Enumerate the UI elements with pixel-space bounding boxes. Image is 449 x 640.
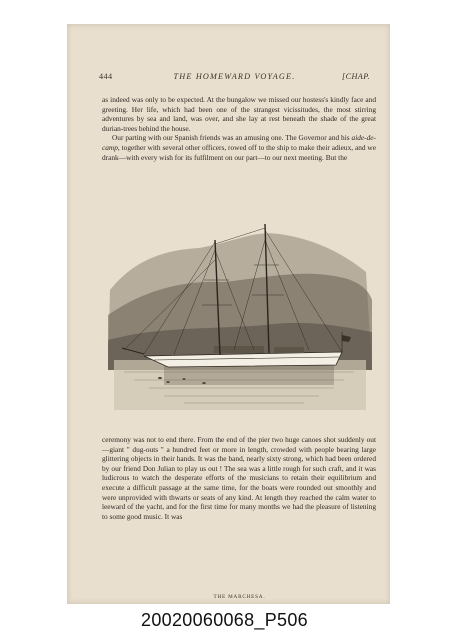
- paragraph-2-text-a: Our parting with our Spanish friends was an amusing one. The Governor and his: [112, 133, 352, 143]
- top-text-block: [102, 95, 376, 162]
- figure-caption: THE MARCHESA.: [213, 594, 266, 600]
- running-header: [99, 72, 370, 84]
- chapter-marker: [CHAP.: [342, 72, 370, 81]
- page-number: 444: [99, 72, 113, 81]
- paragraph-2-text-b: , together with several other officers, rowed off to the ship to make their adieux, and we drank—with every wish for its fulfilment on our part—to our next meeting. But the: [102, 142, 376, 162]
- archive-id-label: 20020060068_P506: [141, 610, 308, 630]
- paragraph-1: as indeed was only to be expected. At the bungalow we missed our hostess's kindly face and greeting. Her life, which had been one of the strangest vicissitudes, the most stirring adventures by sea and land, was over, and she lay at rest beneath the shade of the great durian-trees behind the house.: [102, 95, 376, 133]
- marchesa-engraving: [104, 220, 375, 420]
- paragraph-2: [102, 133, 376, 162]
- aide-de-camp-italic: aide-de-camp: [102, 133, 376, 152]
- paragraph-3: ceremony was not to end there. From the end of the pier two huge canoes shot suddenly out—giant " dug-outs " a hundred feet or more in length, crowded with people bearing large glittering objects in their hands. It was the band, nearly sixty strong, which had been ordered by our friend Don Julian to play us out ! The sea was a little rough for such craft, and it was ludicrous to watch the desperate efforts of the musicians to retain their equilibrium and execute a difficult passage at the same time, for the boats were rounded out smoothly and were unprovided with thwarts or seats of any kind. At length they reached the calm water to leeward of the yacht, and for the first time for many months we had the pleasure of listening to some good music. It was: [102, 435, 376, 521]
- book-page: [67, 24, 390, 604]
- bottom-text-block: [102, 435, 376, 521]
- running-title: THE HOMEWARD VOYAGE.: [173, 72, 296, 81]
